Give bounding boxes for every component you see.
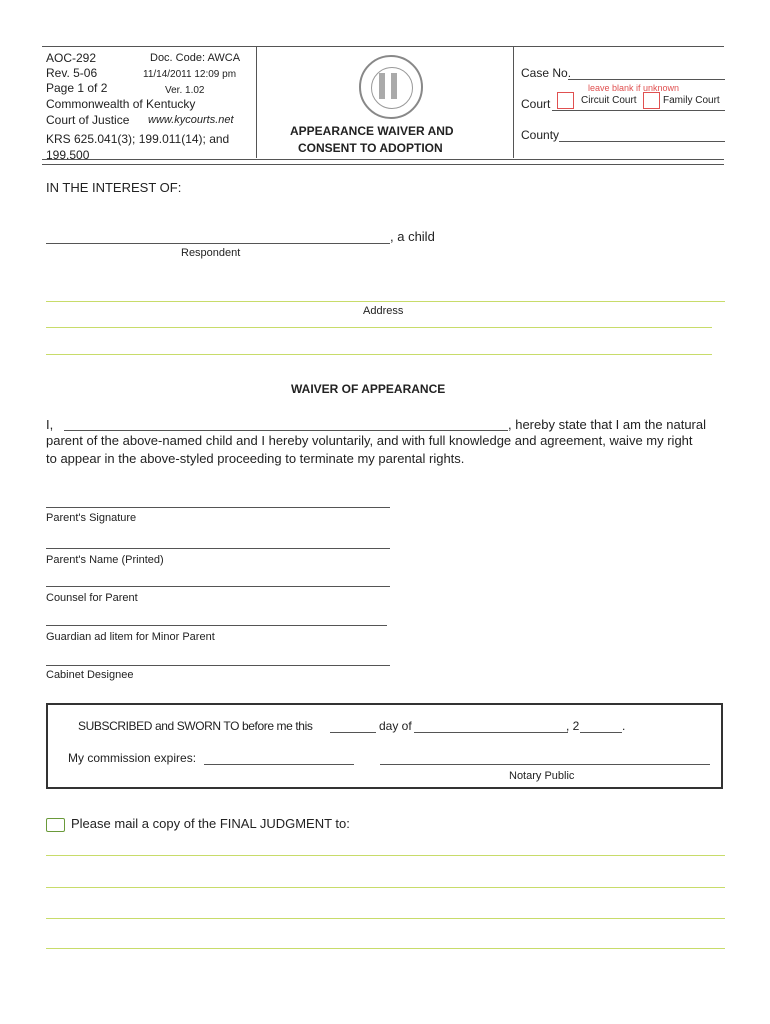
commission-label: My commission expires: xyxy=(68,751,197,765)
header-bottom-rule-2 xyxy=(42,164,724,165)
website: www.kycourts.net xyxy=(148,114,234,126)
circuit-court-checkbox[interactable] xyxy=(557,92,574,109)
address-label: Address xyxy=(363,305,404,317)
counsel-field[interactable] xyxy=(46,586,390,587)
notary-period: . xyxy=(622,719,626,733)
mail-address-line-4[interactable] xyxy=(46,948,725,949)
parent-signature-field[interactable] xyxy=(46,507,390,508)
header-divider-left xyxy=(256,46,257,158)
waiver-line1-suffix: , hereby state that I am the natural xyxy=(508,417,707,432)
cabinet-field[interactable] xyxy=(46,665,390,666)
family-court-checkbox[interactable] xyxy=(643,92,660,109)
year-field[interactable] xyxy=(580,732,622,733)
month-field[interactable] xyxy=(414,732,568,733)
a-child-label: , a child xyxy=(390,229,435,244)
form-title-line2: CONSENT TO ADOPTION xyxy=(298,141,443,155)
mail-address-line-2[interactable] xyxy=(46,887,725,888)
parent-name-field[interactable] xyxy=(64,430,508,431)
parent-name-printed-field[interactable] xyxy=(46,548,390,549)
mail-copy-checkbox[interactable] xyxy=(46,818,65,832)
year-prefix: , 2 xyxy=(566,719,580,733)
respondent-label: Respondent xyxy=(181,247,241,259)
mail-address-line-1[interactable] xyxy=(46,855,725,856)
form-id: AOC-292 xyxy=(46,51,97,65)
waiver-line2: parent of the above-named child and I hereby voluntarily, and with full knowledge and agreement, waive my right xyxy=(46,433,693,448)
address-line-3[interactable] xyxy=(46,354,712,355)
krs-line2: 199.500 xyxy=(46,148,90,162)
waiver-heading: WAIVER OF APPEARANCE xyxy=(291,382,446,396)
county-field[interactable] xyxy=(559,141,725,142)
subscribed-label: SUBSCRIBED and SWORN TO before me this xyxy=(78,719,313,733)
child-name-field[interactable] xyxy=(46,243,390,244)
court-label: Court xyxy=(521,97,551,111)
cabinet-label: Cabinet Designee xyxy=(46,669,134,681)
header-divider-right xyxy=(513,46,514,158)
top-rule xyxy=(42,46,724,47)
court-field xyxy=(552,110,725,111)
parent-name-printed-label: Parent's Name (Printed) xyxy=(46,554,164,566)
day-field[interactable] xyxy=(330,732,376,733)
version: Ver. 1.02 xyxy=(165,85,205,96)
page-number: Page 1 of 2 xyxy=(46,81,108,95)
notary-signature-field[interactable] xyxy=(380,764,710,765)
leave-blank-note: leave blank if unknown xyxy=(588,83,680,93)
counsel-label: Counsel for Parent xyxy=(46,592,138,604)
address-line-1[interactable] xyxy=(46,301,725,302)
header-bottom-rule xyxy=(42,159,724,160)
mail-copy-label: Please mail a copy of the FINAL JUDGMENT to: xyxy=(71,816,350,831)
address-line-2[interactable] xyxy=(46,327,712,328)
form-title-line1: APPEARANCE WAIVER AND xyxy=(290,124,454,138)
circuit-court-label: Circuit Court xyxy=(581,95,637,106)
family-court-label: Family Court xyxy=(663,95,720,106)
parent-signature-label: Parent's Signature xyxy=(46,512,137,524)
revision: Rev. 5-06 xyxy=(46,66,98,80)
court-of-justice: Court of Justice xyxy=(46,113,130,127)
waiver-line3: to appear in the above-styled proceeding to terminate my parental rights. xyxy=(46,451,465,466)
interest-heading: IN THE INTEREST OF: xyxy=(46,180,182,195)
commission-field[interactable] xyxy=(204,764,354,765)
guardian-field[interactable] xyxy=(46,625,387,626)
notary-public-label: Notary Public xyxy=(509,770,575,782)
commonwealth: Commonwealth of Kentucky xyxy=(46,97,196,111)
mail-address-line-3[interactable] xyxy=(46,918,725,919)
waiver-i: I, xyxy=(46,417,54,432)
print-date: 11/14/2011 12:09 pm xyxy=(143,69,237,80)
day-of-label: day of xyxy=(379,719,412,733)
doc-code: Doc. Code: AWCA xyxy=(150,52,241,64)
guardian-label: Guardian ad litem for Minor Parent xyxy=(46,631,215,643)
krs-line1: KRS 625.041(3); 199.011(14); and xyxy=(46,132,230,146)
case-no-field[interactable] xyxy=(568,79,725,80)
case-no-label: Case No. xyxy=(521,66,572,80)
county-label: County xyxy=(521,128,560,142)
notary-box xyxy=(46,703,723,789)
commonwealth-seal-icon xyxy=(359,55,423,119)
